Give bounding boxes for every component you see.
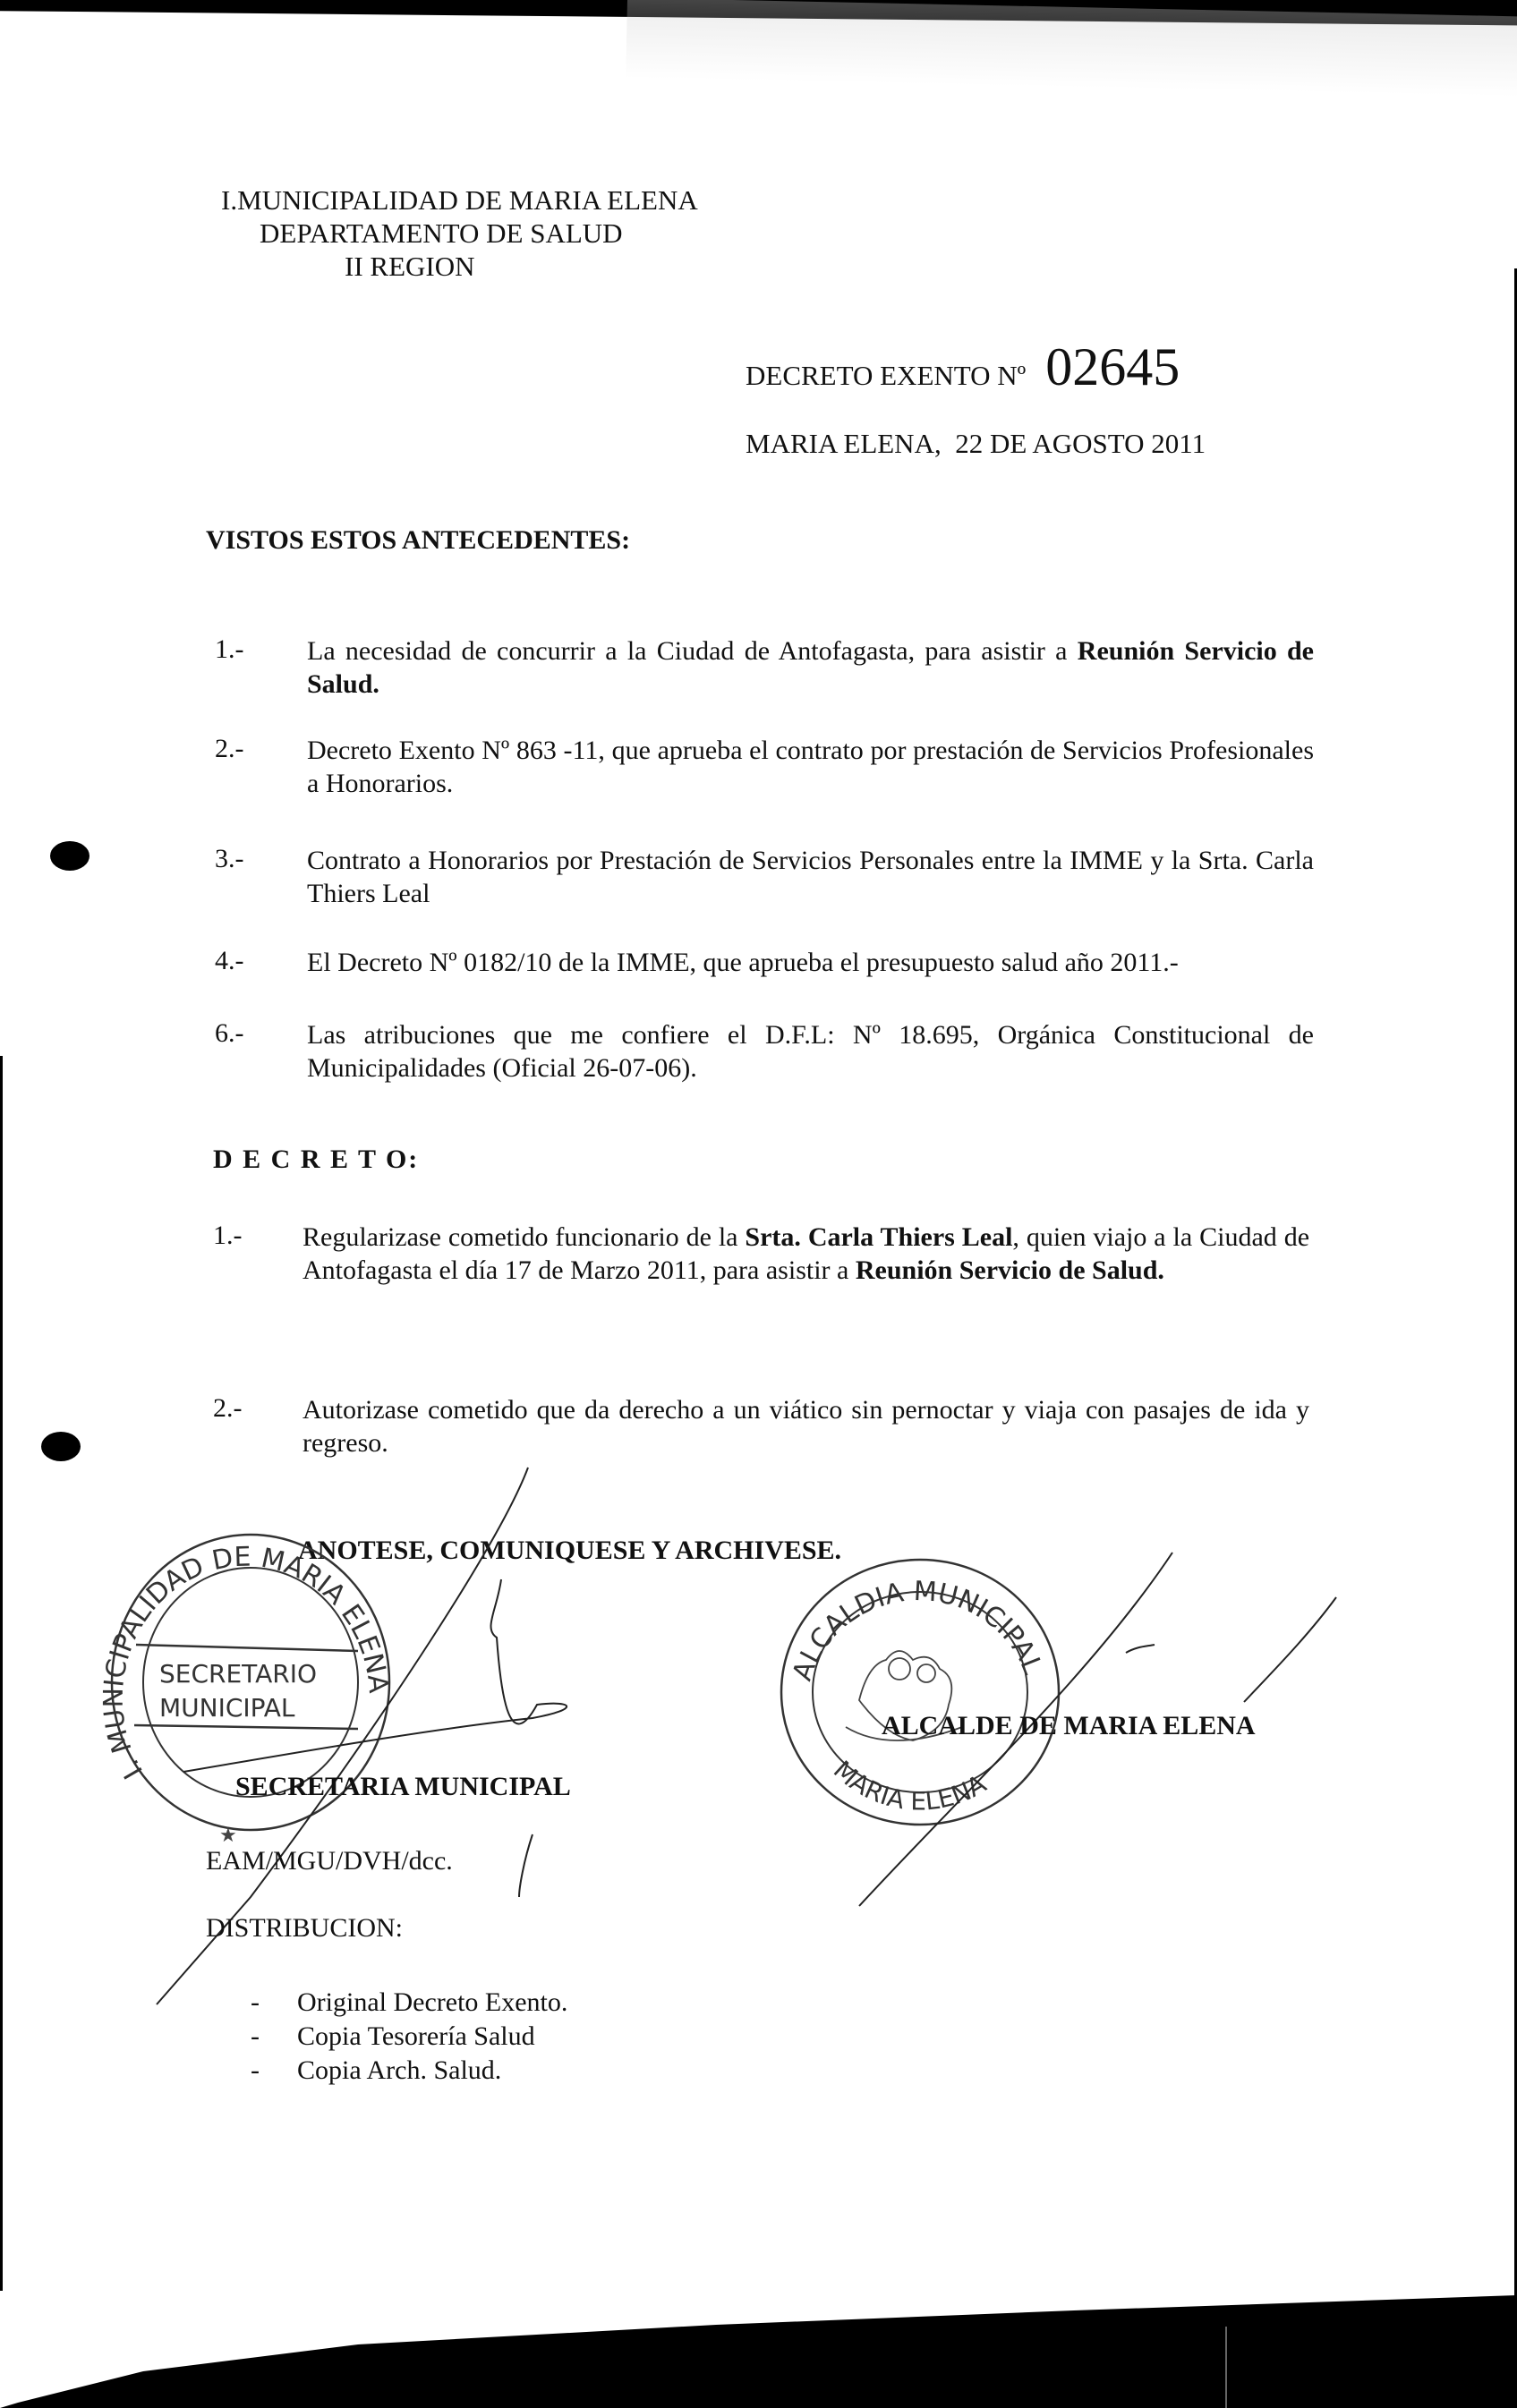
scan-border-bottom — [0, 2291, 1517, 2408]
place-date: MARIA ELENA, 22 DE AGOSTO 2011 — [746, 428, 1206, 459]
list-item: Decreto Exento Nº 863 -11, que aprueba el contrato por prestación de Servicios Profesionales a Honorarios. — [307, 736, 1314, 798]
vistos-title: VISTOS ESTOS ANTECEDENTES: — [206, 525, 631, 555]
list-item: Las atribuciones que me confiere el D.F.L: Nº 18.695, Orgánica Constitucional de Municipalidades (Oficial 26-07-06). — [307, 1020, 1314, 1083]
list-item: Regularizase cometido funcionario de la Srta. Carla Thiers Leal, quien viajo a la Ciudad de Antofagasta el día 17 de Marzo 2011, para asistir a Reunión Servicio de Salud. — [303, 1222, 1310, 1285]
list-item: Contrato a Honorarios por Prestación de Servicios Personales entre la IMME y la Srta. Carla Thiers Leal — [307, 846, 1314, 908]
list-item-number: 1.- — [215, 634, 244, 664]
svg-text:MARIA ELENA — [828, 1755, 991, 1816]
mayor-stamp-ring-top: ALCALDIA MUNICIPAL — [787, 1575, 1049, 1685]
decree-heading — [746, 336, 1180, 398]
secretary-stamp-ring-text: I. MUNICIPALIDAD DE MARIA ELENA — [98, 1541, 394, 1784]
department-name: DEPARTAMENTO DE SALUD — [260, 217, 623, 249]
scan-shadow — [626, 0, 1517, 97]
list-item-number: 3.- — [215, 844, 244, 873]
list-item-number: 2.- — [213, 1393, 243, 1423]
region-name: II REGION — [345, 251, 475, 282]
list-item: La necesidad de concurrir a la Ciudad de Antofagasta, para asistir a Reunión Servicio de Salud. — [307, 636, 1314, 699]
list-item-number: 4.- — [215, 946, 244, 975]
initials: EAM/MGU/DVH/dcc. — [206, 1846, 453, 1876]
bullet-dash: - — [251, 2055, 260, 2085]
secretary-title: SECRETARIA MUNICIPAL — [235, 1772, 571, 1801]
secretary-stamp-line1: SECRETARIO — [159, 1659, 317, 1689]
decreto-title: D E C R E T O: — [213, 1144, 420, 1174]
institution-name: I.MUNICIPALIDAD DE MARIA ELENA — [221, 184, 698, 216]
star-icon: ★ — [219, 1824, 237, 1846]
list-item: Autorizase cometido que da derecho a un viático sin pernoctar y viaja con pasajes de ida y regreso. — [303, 1395, 1309, 1458]
list-item: El Decreto Nº 0182/10 de la IMME, que aprueba el presupuesto salud año 2011.- — [307, 948, 1179, 977]
secretary-stamp-line2: MUNICIPAL — [159, 1693, 295, 1723]
distribution-title: DISTRIBUCION: — [206, 1913, 404, 1943]
list-item: - Original Decreto Exento. — [251, 1987, 568, 2017]
list-item-number: 2.- — [215, 734, 244, 763]
punch-hole-top — [50, 841, 89, 871]
punch-hole-bottom — [41, 1432, 81, 1461]
list-item: - Copia Arch. Salud. — [251, 2055, 502, 2085]
mayor-title: ALCALDE DE MARIA ELENA — [882, 1711, 1256, 1740]
svg-text:ALCALDIA MUNICIPAL — [787, 1576, 1048, 1685]
closing-formula: ANOTESE, COMUNIQUESE Y ARCHIVESE. — [298, 1536, 842, 1565]
bullet-dash: - — [251, 2021, 260, 2051]
bullet-dash: - — [251, 1987, 260, 2017]
scan-border-left — [0, 1056, 3, 2291]
svg-text:I. MUNICIPALIDAD DE MARIA ELEN — [98, 1542, 394, 1784]
mayor-stamp-ring-bottom: MARIA ELENA — [827, 1755, 992, 1817]
list-item-number: 1.- — [213, 1221, 243, 1250]
decree-label: DECRETO EXENTO Nº — [746, 360, 1027, 391]
mayor-stamp — [781, 1560, 1059, 1825]
list-item-number: 6.- — [215, 1018, 244, 1048]
decree-number: 02645 — [1045, 337, 1180, 396]
list-item: - Copia Tesorería Salud — [251, 2021, 535, 2051]
